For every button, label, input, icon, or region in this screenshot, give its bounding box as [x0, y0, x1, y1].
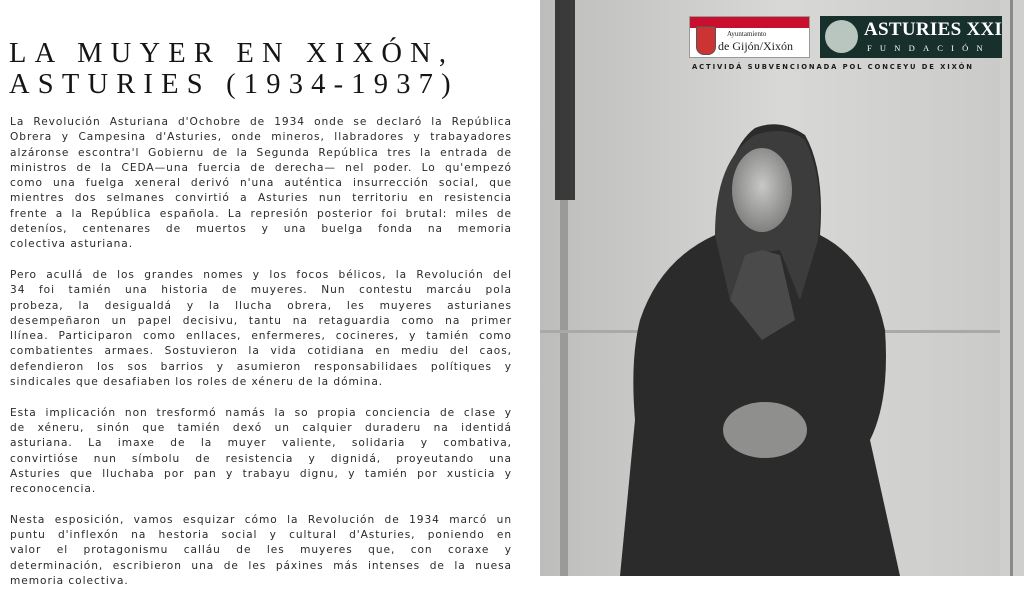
woman-portrait-image [540, 0, 1024, 576]
title-line: LA MUYER EN XIXÓN, [9, 38, 455, 69]
text-line: Pero acullá de los grandes nomes y los focos bélicos, la Revolución del [10, 268, 512, 281]
text-line: de xéneru, sinón que tamién dexó un calquier duraderu na identidá [10, 421, 512, 434]
text-line: frente a la República española. La represión posterior foi brutal: miles de [10, 207, 512, 220]
historical-photo [540, 0, 1024, 576]
text-line: Obrera y Campesina d'Asturies, onde mineros, llabradores y trabayadores [10, 131, 512, 144]
text-line: convirtióse nun símbolu de resistencia y dignidá, proyeutando una [10, 452, 512, 465]
text-line: asturiana. La imaxe de la muyer valiente, solidaria y combativa, [10, 437, 512, 450]
text-line: alzáronse escontra'l Gobiernu de la Segunda República tres la entrada de [10, 146, 512, 159]
text-line: determinación, escribieron una de les páxines más intenses de la nuesa [10, 559, 512, 572]
text-line: Esta implicación non tresformó namás la so propia conciencia de clase y [10, 406, 512, 419]
coat-of-arms-icon [696, 26, 716, 55]
subvention-caption: ACTIVIDÁ SUBVENCIONADA POL CONCEYU DE XIXÓN [692, 63, 974, 71]
text-line: como una fuelga xeneral derivó n'una auténtica insurrección social, que [10, 177, 512, 190]
text-line: memoria colectiva. [10, 574, 129, 587]
sponsor-logos [689, 16, 1007, 76]
text-line: valor el protagonismu calláu de les muyeres que, con coraxe y [10, 544, 512, 557]
logo-text: ASTURIES XXI [864, 19, 1003, 40]
text-line: desempeñaron un papel decisivu, tantu na retaguardia como na primer [10, 314, 512, 327]
logo-text: Ayuntamiento [727, 30, 767, 38]
body-text [10, 115, 512, 605]
page-title [9, 38, 459, 100]
text-line: reconocencia. [10, 483, 97, 496]
text-line: puntu d'inflexón na hestoria social y cultural d'Asturies, poniendo en [10, 529, 512, 542]
paragraph [10, 115, 512, 253]
paragraph [10, 268, 512, 390]
text-line: mientres dos selmanes convirtió a Asturies nun territoriu en resistencia [10, 192, 512, 205]
ayuntamiento-gijon-logo [689, 16, 810, 58]
paragraph [10, 406, 512, 498]
text-line: Asturies que lluchaba por pan y trabayu dignu, y tamién por xusticia y [10, 467, 512, 480]
text-line: ministros de la CEDA—una fuercia de derecha— nel poder. Lo qu'empezó [10, 161, 512, 174]
text-line: colectiva asturiana. [10, 238, 134, 251]
seal-icon [825, 20, 858, 53]
text-line: combatientes armaes. Sostuvieron la vida cotidiana en mediu del caos, [10, 345, 512, 358]
logo-text: FUNDACIÓN [867, 43, 991, 53]
text-line: deteníos, centenares de muertos y una buelga fonda na memoria [10, 223, 512, 236]
text-line: La Revolución Asturiana d'Ochobre de 1934 onde se declaró la República [10, 116, 512, 128]
text-line: probeza, la desigualdá y la llucha obrera, les muyeres asturianes [10, 299, 512, 312]
text-line: Nesta esposición, vamos esquizar cómo la Revolución de 1934 marcó un [10, 513, 512, 526]
text-line: defendieron los sos barrios y asumieron responsabilidaes polítiques y [10, 360, 512, 373]
text-line: 34 foi tamién una historia de muyeres. Nun contestu marcáu pola [10, 284, 512, 297]
logo-text: de Gijón/Xixón [718, 39, 793, 53]
text-line: llínea. Participaron como enllaces, enfermeres, cocineres, y tamién como [10, 330, 512, 343]
title-line: ASTURIES (1934-1937) [9, 69, 459, 100]
fundacion-asturies-xxi-logo [820, 16, 1002, 58]
paragraph [10, 513, 512, 589]
text-line: sindicales que desafiaben los roles de xéneru de la dómina. [10, 376, 384, 389]
